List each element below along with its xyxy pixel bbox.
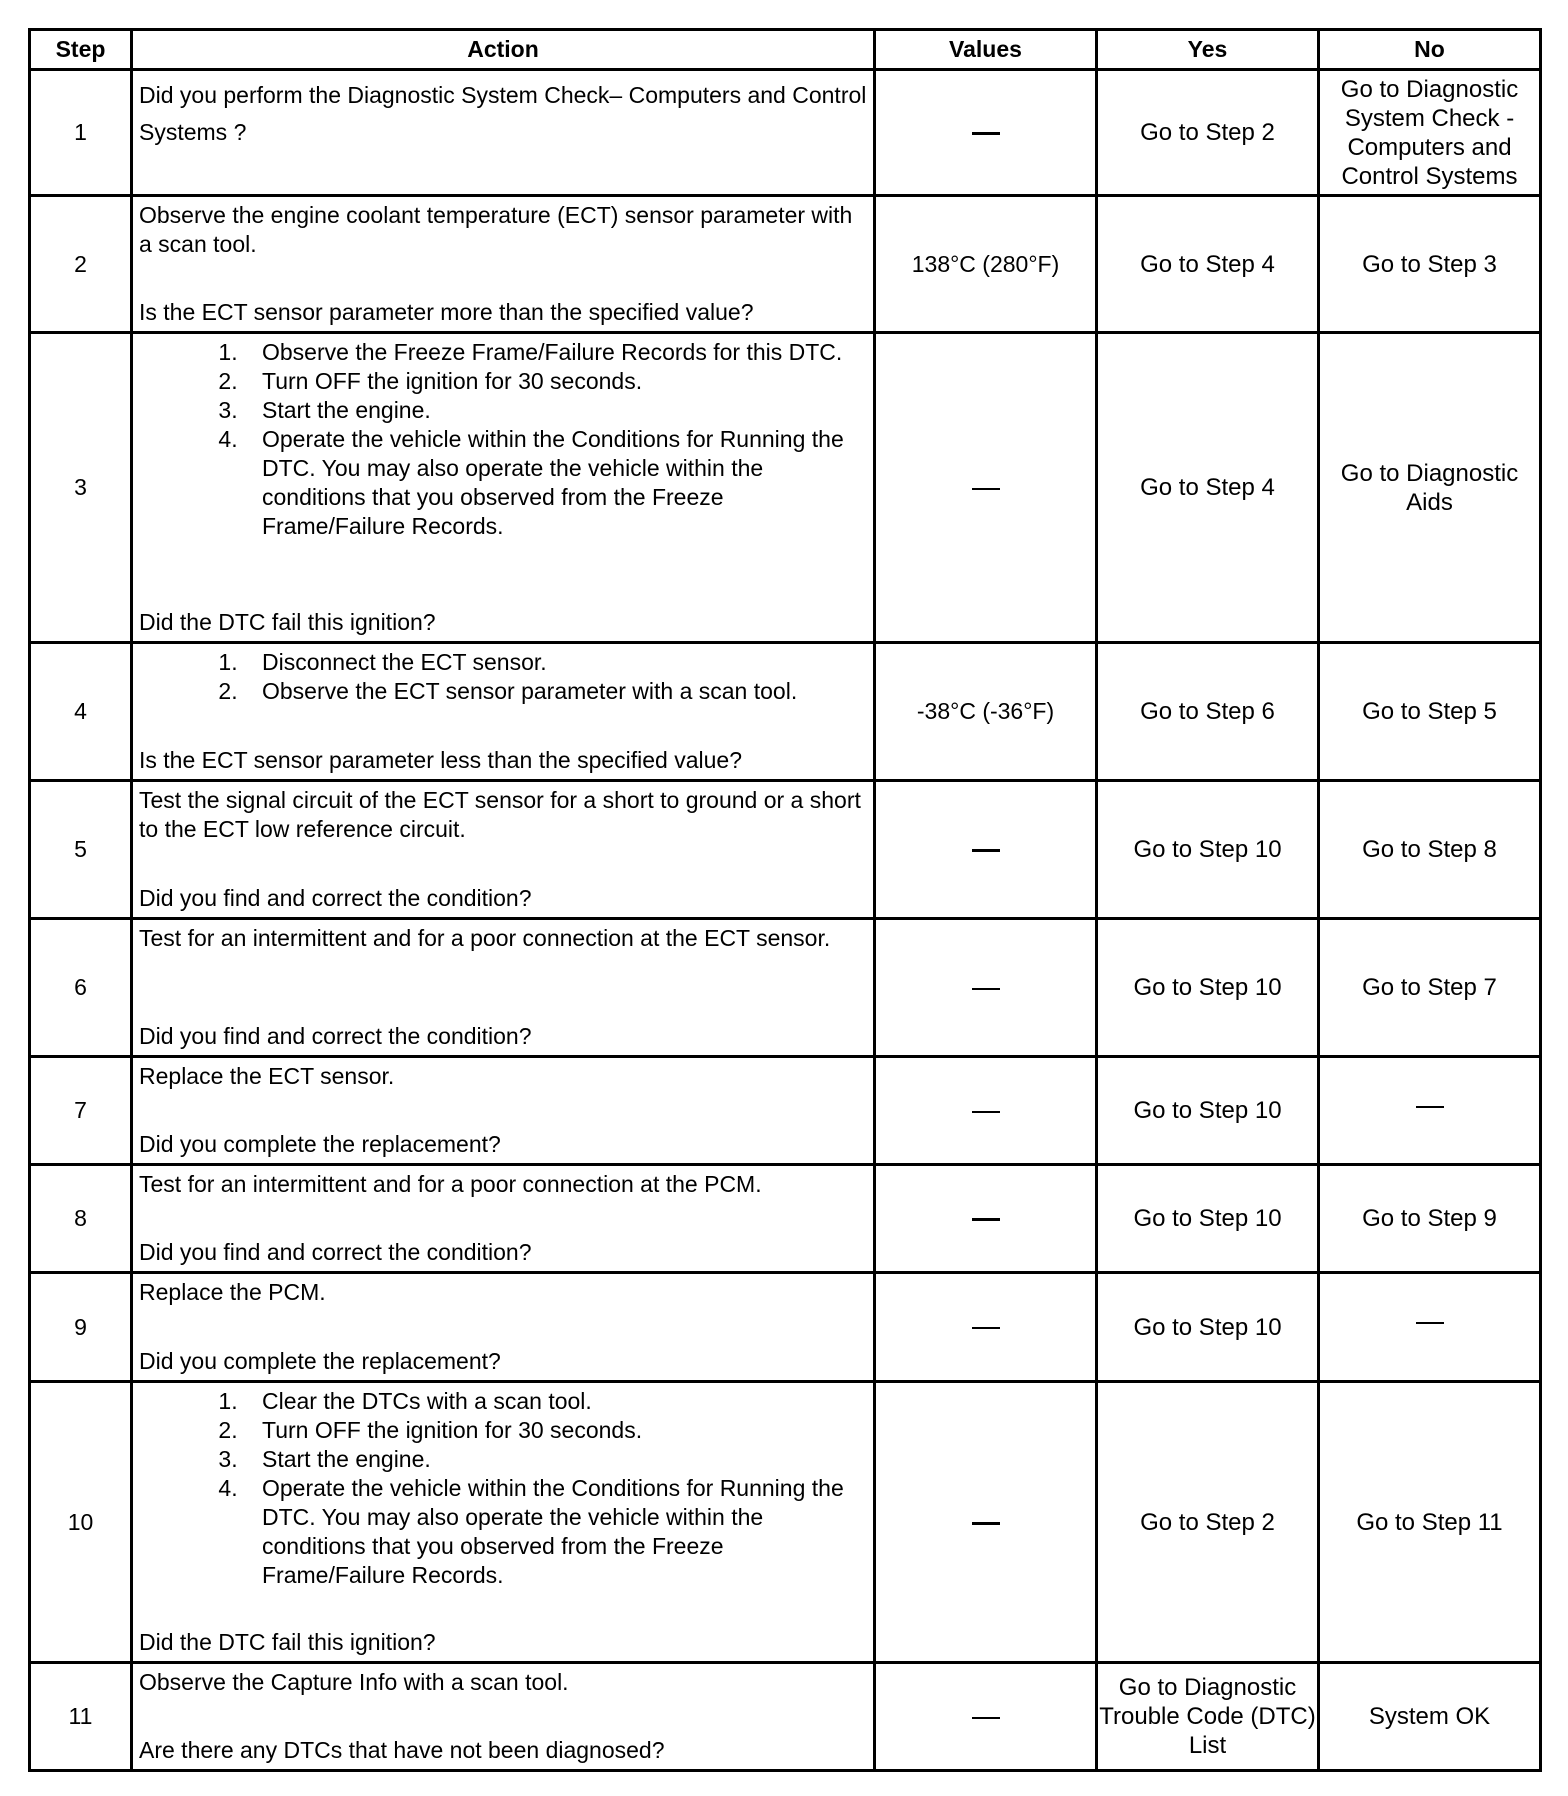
action-question: Did you find and correct the condition? [139, 1239, 532, 1265]
step-number: 3 [30, 333, 132, 643]
action-question: Did you find and correct the condition? [139, 885, 532, 911]
action-cell [132, 1382, 875, 1663]
value-cell [875, 1057, 1097, 1165]
action-steps-list [139, 1387, 867, 1590]
action-cell [132, 1663, 875, 1771]
step-number: 4 [30, 643, 132, 781]
value-cell [875, 781, 1097, 919]
action-text: Test for an intermittent and for a poor connection at the ECT sensor. [139, 925, 831, 951]
em-dash-no [1416, 1322, 1444, 1324]
action-steps-list [139, 338, 867, 541]
value-cell [875, 1273, 1097, 1382]
table-row [30, 919, 1541, 1057]
em-dash-value [972, 1218, 1000, 1221]
action-cell [132, 70, 875, 196]
yes-cell: Go to Step 10 [1097, 1273, 1319, 1382]
no-cell [1319, 1057, 1541, 1165]
step-number: 2 [30, 196, 132, 333]
no-cell: Go to Step 5 [1319, 643, 1541, 781]
action-cell [132, 781, 875, 919]
yes-cell: Go to Step 10 [1097, 919, 1319, 1057]
table-row [30, 781, 1541, 919]
action-question: Did the DTC fail this ignition? [139, 609, 436, 635]
diagnostic-table [28, 28, 1542, 1772]
action-question: Did you complete the replacement? [139, 1131, 501, 1157]
yes-cell: Go to Step 10 [1097, 781, 1319, 919]
yes-cell: Go to Step 4 [1097, 333, 1319, 643]
step-number: 11 [30, 1663, 132, 1771]
list-item: 4. Operate the vehicle within the Conditions for Running the DTC. You may also operate the vehicle within the conditions that you observed from the Freeze Frame/Failure Records. [244, 425, 867, 541]
table-row [30, 643, 1541, 781]
yes-cell: Go to Diagnostic Trouble Code (DTC) List [1097, 1663, 1319, 1771]
action-text: Observe the Capture Info with a scan tool. [139, 1669, 569, 1695]
action-question: Did you complete the replacement? [139, 1348, 501, 1374]
value-cell [875, 1165, 1097, 1273]
table-row [30, 1663, 1541, 1771]
no-cell: Go to Step 9 [1319, 1165, 1541, 1273]
action-cell [132, 333, 875, 643]
header-values: Values [875, 30, 1097, 70]
action-cell [132, 196, 875, 333]
action-question: Did you find and correct the condition? [139, 1023, 532, 1049]
no-cell: Go to Step 3 [1319, 196, 1541, 333]
action-question: Did the DTC fail this ignition? [139, 1629, 436, 1655]
em-dash-value [972, 849, 1000, 852]
em-dash-no [1416, 1106, 1444, 1108]
list-item: 3. Start the engine. [244, 396, 867, 425]
action-text: Replace the ECT sensor. [139, 1063, 395, 1089]
step-number: 9 [30, 1273, 132, 1382]
no-cell: Go to Step 11 [1319, 1382, 1541, 1663]
no-cell: Go to Diagnostic System Check - Computers and Control Systems [1319, 70, 1541, 196]
list-item: 3. Start the engine. [244, 1445, 867, 1474]
value-cell [875, 1382, 1097, 1663]
em-dash-value [972, 1111, 1000, 1113]
action-text: Observe the engine coolant temperature (ECT) sensor parameter with a scan tool. [139, 202, 853, 257]
table-row [30, 1057, 1541, 1165]
header-no: No [1319, 30, 1541, 70]
action-text: Test for an intermittent and for a poor connection at the PCM. [139, 1171, 762, 1197]
step-number: 5 [30, 781, 132, 919]
action-question: Is the ECT sensor parameter more than the specified value? [139, 299, 754, 325]
em-dash-value [972, 1717, 1000, 1719]
no-cell [1319, 1273, 1541, 1382]
action-cell [132, 919, 875, 1057]
header-step: Step [30, 30, 132, 70]
step-number: 10 [30, 1382, 132, 1663]
value-cell [875, 333, 1097, 643]
value-cell [875, 1663, 1097, 1771]
yes-cell: Go to Step 10 [1097, 1165, 1319, 1273]
list-item: 2. Turn OFF the ignition for 30 seconds. [244, 1416, 867, 1445]
list-item: 1. Disconnect the ECT sensor. [244, 648, 867, 677]
no-cell: Go to Step 7 [1319, 919, 1541, 1057]
em-dash-value [972, 1327, 1000, 1329]
value-cell [875, 70, 1097, 196]
action-cell [132, 1057, 875, 1165]
yes-cell: Go to Step 2 [1097, 70, 1319, 196]
header-action: Action [132, 30, 875, 70]
header-row [30, 30, 1541, 70]
em-dash-value [972, 488, 1000, 490]
step-number: 8 [30, 1165, 132, 1273]
table-row [30, 333, 1541, 643]
step-number: 7 [30, 1057, 132, 1165]
action-question: Is the ECT sensor parameter less than the specified value? [139, 747, 743, 773]
action-text: Did you perform the Diagnostic System Check– Computers and Control Systems ? [139, 82, 867, 145]
header-yes: Yes [1097, 30, 1319, 70]
step-number: 6 [30, 919, 132, 1057]
action-cell [132, 1165, 875, 1273]
list-item: 1. Observe the Freeze Frame/Failure Records for this DTC. [244, 338, 867, 367]
step-number: 1 [30, 70, 132, 196]
value-cell: 138°C (280°F) [875, 196, 1097, 333]
no-cell: Go to Step 8 [1319, 781, 1541, 919]
em-dash-value [972, 1522, 1000, 1525]
value-cell [875, 919, 1097, 1057]
yes-cell: Go to Step 4 [1097, 196, 1319, 333]
no-cell: System OK [1319, 1663, 1541, 1771]
no-cell: Go to Diagnostic Aids [1319, 333, 1541, 643]
list-item: 2. Turn OFF the ignition for 30 seconds. [244, 367, 867, 396]
table-row [30, 196, 1541, 333]
em-dash-value [972, 988, 1000, 990]
action-text: Test the signal circuit of the ECT sensor for a short to ground or a short to the ECT low reference circuit. [139, 787, 861, 842]
list-item: 2. Observe the ECT sensor parameter with a scan tool. [244, 677, 867, 706]
yes-cell: Go to Step 10 [1097, 1057, 1319, 1165]
table-row [30, 1273, 1541, 1382]
em-dash-value [972, 132, 1000, 135]
table-row [30, 1165, 1541, 1273]
action-cell [132, 643, 875, 781]
yes-cell: Go to Step 6 [1097, 643, 1319, 781]
value-cell: -38°C (-36°F) [875, 643, 1097, 781]
action-steps-list [139, 648, 867, 706]
table-row [30, 70, 1541, 196]
action-text: Replace the PCM. [139, 1279, 326, 1305]
list-item: 1. Clear the DTCs with a scan tool. [244, 1387, 867, 1416]
list-item: 4. Operate the vehicle within the Conditions for Running the DTC. You may also operate the vehicle within the conditions that you observed from the Freeze Frame/Failure Records. [244, 1474, 867, 1590]
action-question: Are there any DTCs that have not been diagnosed? [139, 1737, 665, 1763]
action-cell [132, 1273, 875, 1382]
yes-cell: Go to Step 2 [1097, 1382, 1319, 1663]
table-row [30, 1382, 1541, 1663]
